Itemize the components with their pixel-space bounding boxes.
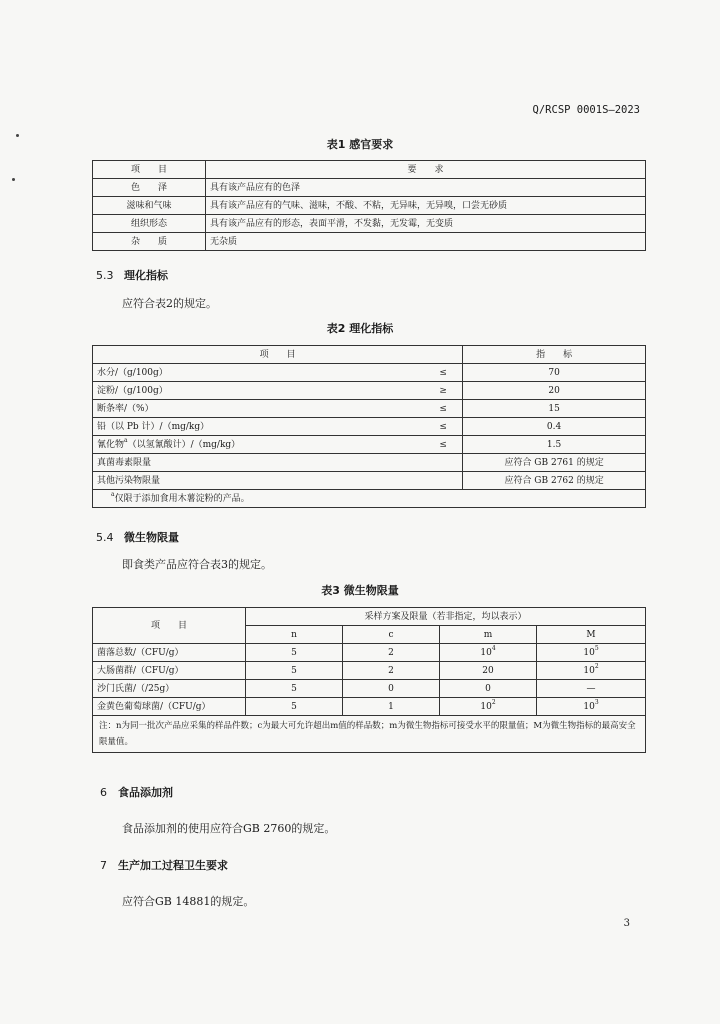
section-7-text: 应符合GB 14881的规定。 [122,895,255,908]
margin-mark [12,178,15,181]
section-6-heading: 6 食品添加剂 [100,786,173,799]
section-5-3-heading: 5.3 理化指标 [96,269,168,282]
table-row: 色 泽 具有该产品应有的色泽 [93,179,646,197]
table1-caption: 表1 感官要求 [326,138,394,151]
section-5-4-heading: 5.4 微生物限量 [96,531,179,544]
table1-head-req: 要 求 [206,161,646,179]
table1-head-item: 项 目 [93,161,206,179]
table-row: 断条率/（%） ≤ 15 [93,400,646,418]
page-number: 3 [623,918,630,929]
physchem-table [92,345,646,508]
section-5-3-text: 应符合表2的规定。 [122,297,217,310]
table-row: 铅（以 Pb 计）/（mg/kg） ≤ 0.4 [93,418,646,436]
table2-caption: 表2 理化指标 [326,322,394,335]
table3-head-group: 采样方案及限量（若非指定，均以表示） [246,608,646,626]
sensory-table [92,160,646,251]
table3-head-item: 项 目 [93,608,246,644]
table-row: 金黄色葡萄球菌/（CFU/g） 5 1 $10^2$ $10^3$ [93,698,646,716]
table-row: 其他污染物限量 应符合 GB 2762 的规定 [93,472,646,490]
table-row: 滋味和气味 具有该产品应有的气味、滋味，不酸、不粘，无异味，无异嗅，口尝无砂质 [93,197,646,215]
table3-caption: 表3 微生物限量 [321,584,399,597]
table2-head-item: 项 目 [93,346,463,364]
table-row: 组织形态 具有该产品应有的形态，表面平滑，不发黏，无发霉，无变质 [93,215,646,233]
table-note: $^a$仅限于添加食用木薯淀粉的产品。 [93,490,646,508]
table-row: 沙门氏菌/（/25g） 5 0 0 — [93,680,646,698]
table-note: 注：n为同一批次产品应采集的样品件数；c为最大可允许超出m值的样品数；m为微生物指标可接受水平的限量值；M为微生物指标的最高安全限量值。 [93,716,646,753]
table-row: 杂 质 无杂质 [93,233,646,251]
section-5-4-text: 即食类产品应符合表3的规定。 [122,558,272,571]
microbe-table: 项 目 采样方案及限量（若非指定，均以表示） n c m M 菌落总数/（CFU/g） 5 2 $10^4$ $10^5$ 大肠菌群/（CFU/g） 5 2 20 $10^2$ 沙门氏菌/（/25g） 5 0 0 — 金黄色葡萄球菌/（CFU/g） 5 1 $10^2$ $10^3$ 注：n为同一批次产品应采集的样品件数；c为最大可允许超出m值的样品数；m为微生物指标可接受水平的限量值；M为微生物指标的最高安全限量值。 [92,607,646,753]
table-row: 真菌毒素限量 应符合 GB 2761 的规定 [93,454,646,472]
table-row: 菌落总数/（CFU/g） 5 2 $10^4$ $10^5$ [93,644,646,662]
section-6-text: 食品添加剂的使用应符合GB 2760的规定。 [122,822,336,835]
document-code: Q/RCSP 0001S—2023 [532,104,640,116]
table-row: 水分/（g/100g） ≤ 70 [93,364,646,382]
section-7-heading: 7 生产加工过程卫生要求 [100,859,228,872]
table-row: 大肠菌群/（CFU/g） 5 2 20 $10^2$ [93,662,646,680]
table-row: 氰化物$^a$（以氢氰酸计）/（mg/kg） ≤ 1.5 [93,436,646,454]
table2-head-index: 指 标 [463,346,646,364]
table-row: 淀粉/（g/100g） ≥ 20 [93,382,646,400]
